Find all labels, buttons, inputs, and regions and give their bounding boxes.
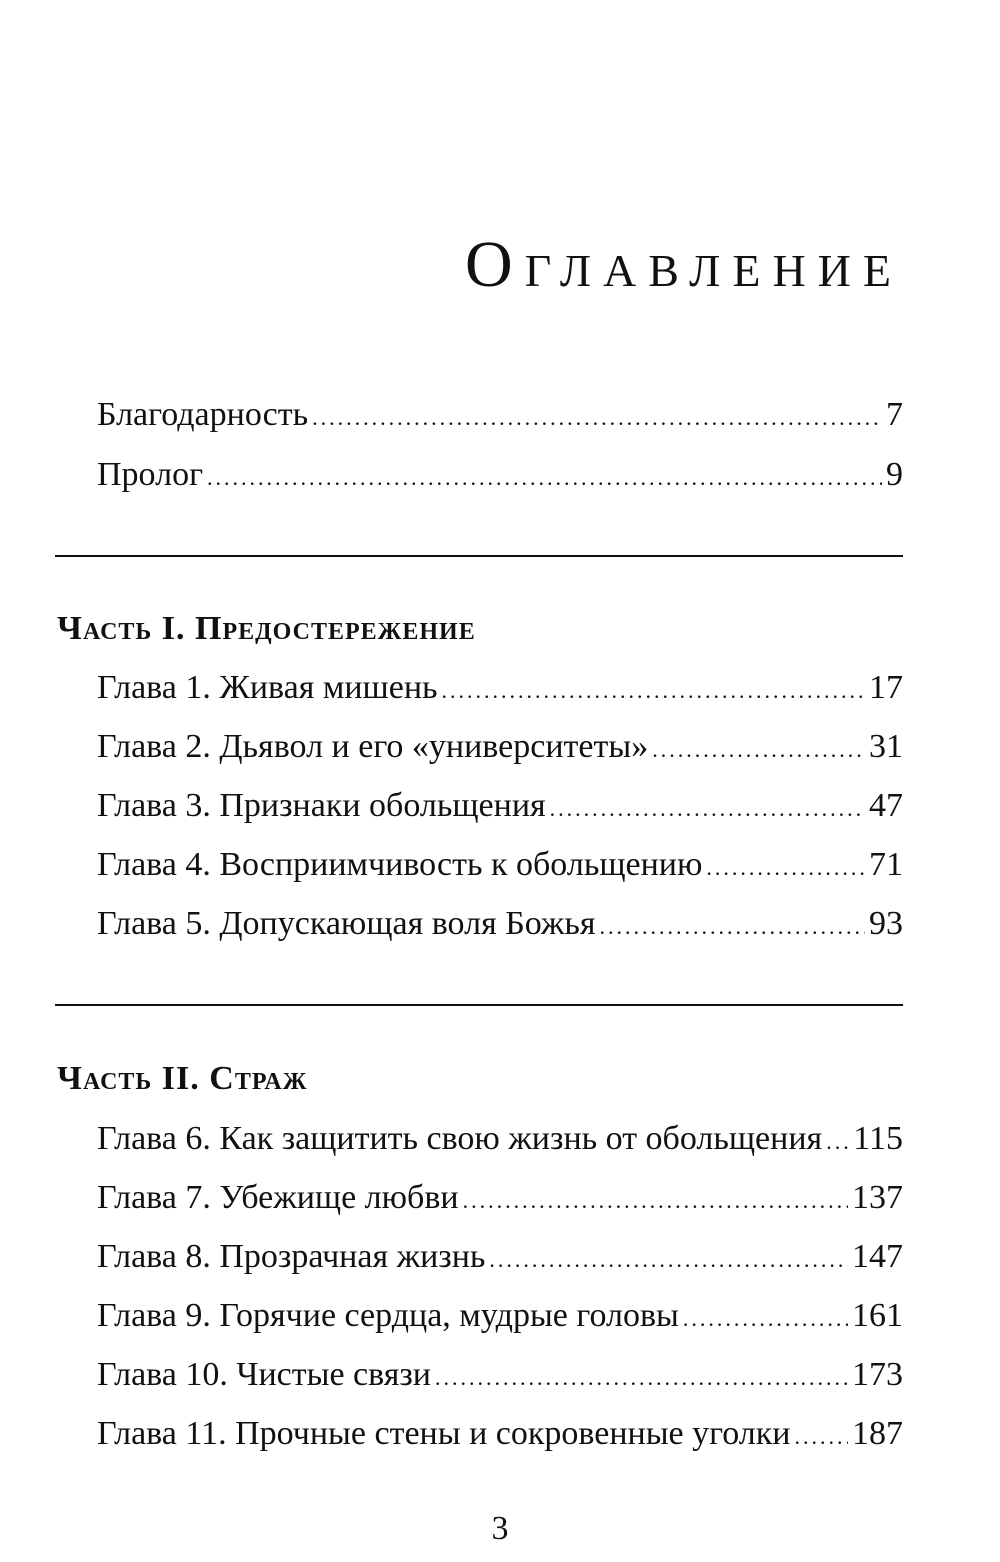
toc-entry-page: 31: [869, 728, 903, 765]
toc-entry-label: Глава 6. Как защитить свою жизнь от обольщения: [97, 1120, 823, 1157]
toc-entry-page: 47: [869, 787, 903, 824]
toc-entry-page: 147: [852, 1238, 903, 1275]
toc-entry-page: 7: [886, 396, 903, 433]
toc-entry-label: Пролог: [97, 456, 204, 493]
toc-entry-chapter-11: [97, 1414, 903, 1457]
dot-leader: [435, 1358, 848, 1398]
toc-entry-label: Глава 7. Убежище любви: [97, 1179, 459, 1216]
toc-entry-chapter-1: [97, 668, 903, 711]
dot-leader: [312, 398, 882, 438]
toc-entry-page: 17: [869, 669, 903, 706]
dot-leader: [600, 907, 865, 947]
toc-entry-label: Глава 1. Живая мишень: [97, 669, 438, 706]
toc-entry-label: Глава 4. Восприимчивость к обольщению: [97, 846, 703, 883]
toc-entry-chapter-9: [97, 1296, 903, 1339]
toc-entry-chapter-4: [97, 845, 903, 888]
toc-entry-page: 9: [886, 456, 903, 493]
section-divider: [55, 1004, 903, 1006]
toc-entry-label: Благодарность: [97, 396, 309, 433]
toc-entry-label: Глава 9. Горячие сердца, мудрые головы: [97, 1297, 679, 1334]
toc-entry-chapter-3: [97, 786, 903, 829]
page-title: Оглавление: [465, 228, 903, 301]
toc-entry-page: 187: [852, 1415, 903, 1452]
dot-leader: [207, 458, 882, 498]
toc-entry-label: Глава 2. Дьявол и его «университеты»: [97, 728, 649, 765]
dot-leader: [794, 1417, 848, 1457]
toc-entry-label: Глава 3. Признаки обольщения: [97, 787, 546, 824]
dot-leader: [463, 1181, 848, 1221]
toc-entry-page: 71: [869, 846, 903, 883]
toc-entry-label: Глава 11. Прочные стены и сокровенные уголки: [97, 1415, 791, 1452]
dot-leader: [826, 1122, 849, 1162]
toc-entry-chapter-7: [97, 1178, 903, 1221]
dot-leader: [706, 848, 865, 888]
dot-leader: [652, 730, 865, 770]
section-divider: [55, 555, 903, 557]
toc-entry-label: Глава 8. Прозрачная жизнь: [97, 1238, 486, 1275]
toc-entry-chapter-8: [97, 1237, 903, 1280]
toc-entry-chapter-6: [97, 1119, 903, 1162]
part-heading: Часть I. Предостережение: [57, 610, 476, 647]
toc-entry-label: Глава 10. Чистые связи: [97, 1356, 431, 1393]
toc-entry-page: 161: [852, 1297, 903, 1334]
dot-leader: [489, 1240, 848, 1280]
toc-entry-chapter-5: [97, 904, 903, 947]
toc-entry-acknowledgements: [97, 395, 903, 438]
toc-entry-label: Глава 5. Допускающая воля Божья: [97, 905, 596, 942]
dot-leader: [442, 671, 865, 711]
toc-entry-chapter-10: [97, 1355, 903, 1398]
toc-entry-page: 115: [853, 1120, 903, 1157]
dot-leader: [550, 789, 865, 829]
toc-entry-chapter-2: [97, 727, 903, 770]
page-number: 3: [491, 1510, 509, 1547]
toc-entry-page: 137: [852, 1179, 903, 1216]
toc-entry-page: 93: [869, 905, 903, 942]
toc-entry-page: 173: [852, 1356, 903, 1393]
dot-leader: [683, 1299, 848, 1339]
toc-entry-prologue: [97, 455, 903, 498]
part-heading: Часть II. Страж: [57, 1060, 308, 1097]
